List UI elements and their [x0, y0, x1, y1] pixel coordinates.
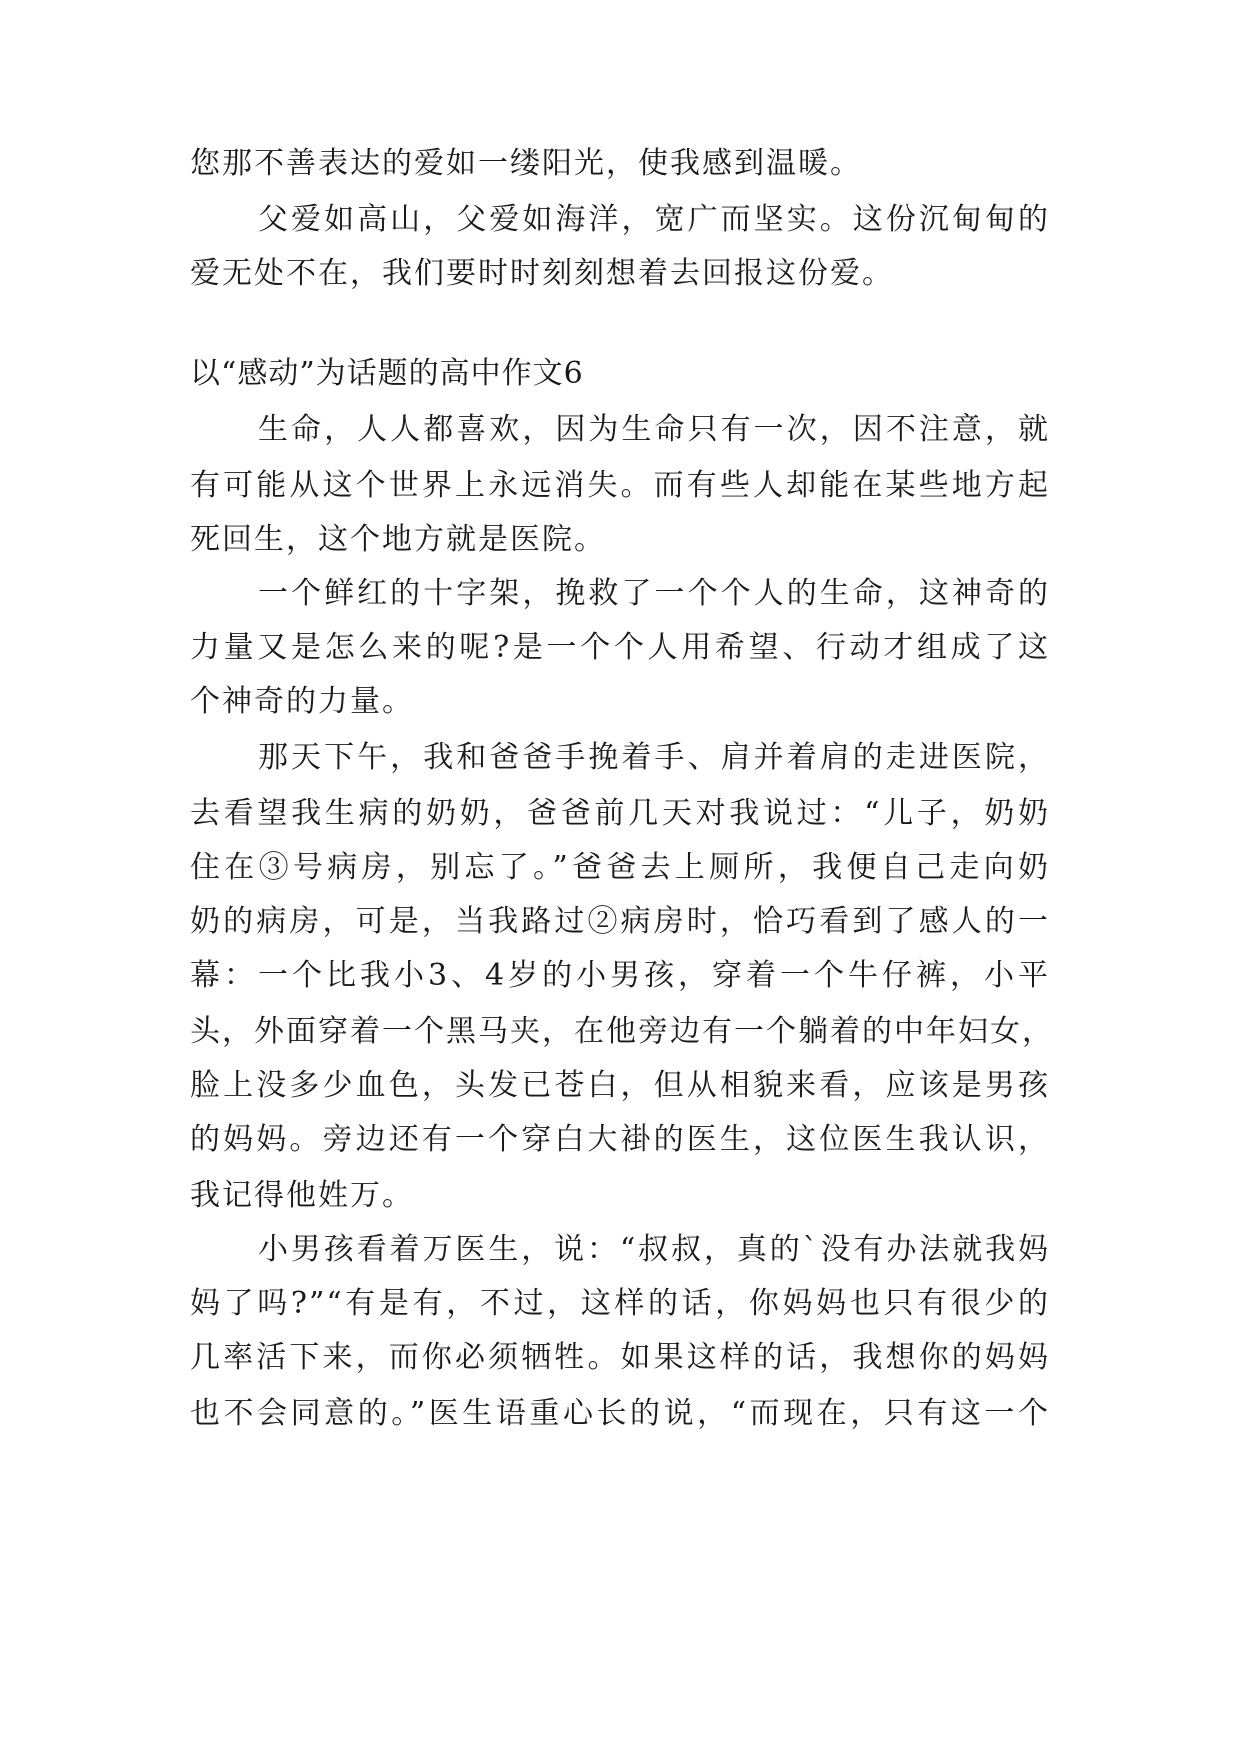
- paragraph-line: 死回生，这个地方就是医院。: [190, 522, 606, 557]
- paragraph-line: 住在③号病房，别忘了。”爸爸去上厕所，我便自己走向奶: [190, 850, 1050, 885]
- paragraph-line: 爱无处不在，我们要时时刻刻想着去回报这份爱。: [190, 256, 894, 291]
- paragraph-line: 幕：一个比我小3、4岁的小男孩，穿着一个牛仔裤，小平: [190, 958, 1050, 993]
- paragraph-line: 去看望我生病的奶奶，爸爸前几天对我说过：“儿子，奶奶: [190, 796, 1050, 831]
- paragraph-line: 一个鲜红的十字架，挽救了一个个人的生命，这神奇的: [258, 576, 1050, 611]
- paragraph-line: 有可能从这个世界上永远消失。而有些人却能在某些地方起: [190, 468, 1050, 503]
- paragraph-line: 父爱如高山，父爱如海洋，宽广而坚实。这份沉甸甸的: [258, 202, 1050, 237]
- paragraph-line: 生命，人人都喜欢，因为生命只有一次，因不注意，就: [258, 412, 1050, 447]
- paragraph-line: 也不会同意的。”医生语重心长的说，“而现在，只有这一个: [190, 1396, 1050, 1431]
- paragraph-line: 您那不善表达的爱如一缕阳光，使我感到温暖。: [190, 146, 862, 181]
- paragraph-line: 几率活下来，而你必须牺牲。如果这样的话，我想你的妈妈: [190, 1340, 1050, 1375]
- paragraph-line: 个神奇的力量。: [190, 684, 414, 719]
- paragraph-line: 那天下午，我和爸爸手挽着手、肩并着肩的走进医院，: [258, 740, 1050, 775]
- paragraph-line: 头，外面穿着一个黑马夹，在他旁边有一个躺着的中年妇女，: [190, 1014, 1054, 1049]
- paragraph-line: 的妈妈。旁边还有一个穿白大褂的医生，这位医生我认识，: [190, 1122, 1050, 1157]
- paragraph-line: 妈了吗?”“有是有，不过，这样的话，你妈妈也只有很少的: [190, 1286, 1050, 1321]
- paragraph-line: 脸上没多少血色，头发已苍白，但从相貌来看，应该是男孩: [190, 1068, 1050, 1103]
- paragraph-line: 奶的病房，可是，当我路过②病房时，恰巧看到了感人的一: [190, 904, 1050, 939]
- section-heading: 以“感动”为话题的高中作文6: [190, 356, 584, 391]
- paragraph-line: 我记得他姓万。: [190, 1178, 414, 1213]
- paragraph-line: 小男孩看着万医生，说：“叔叔，真的`没有办法就我妈: [258, 1232, 1050, 1267]
- paragraph-line: 力量又是怎么来的呢?是一个个人用希望、行动才组成了这: [190, 630, 1050, 665]
